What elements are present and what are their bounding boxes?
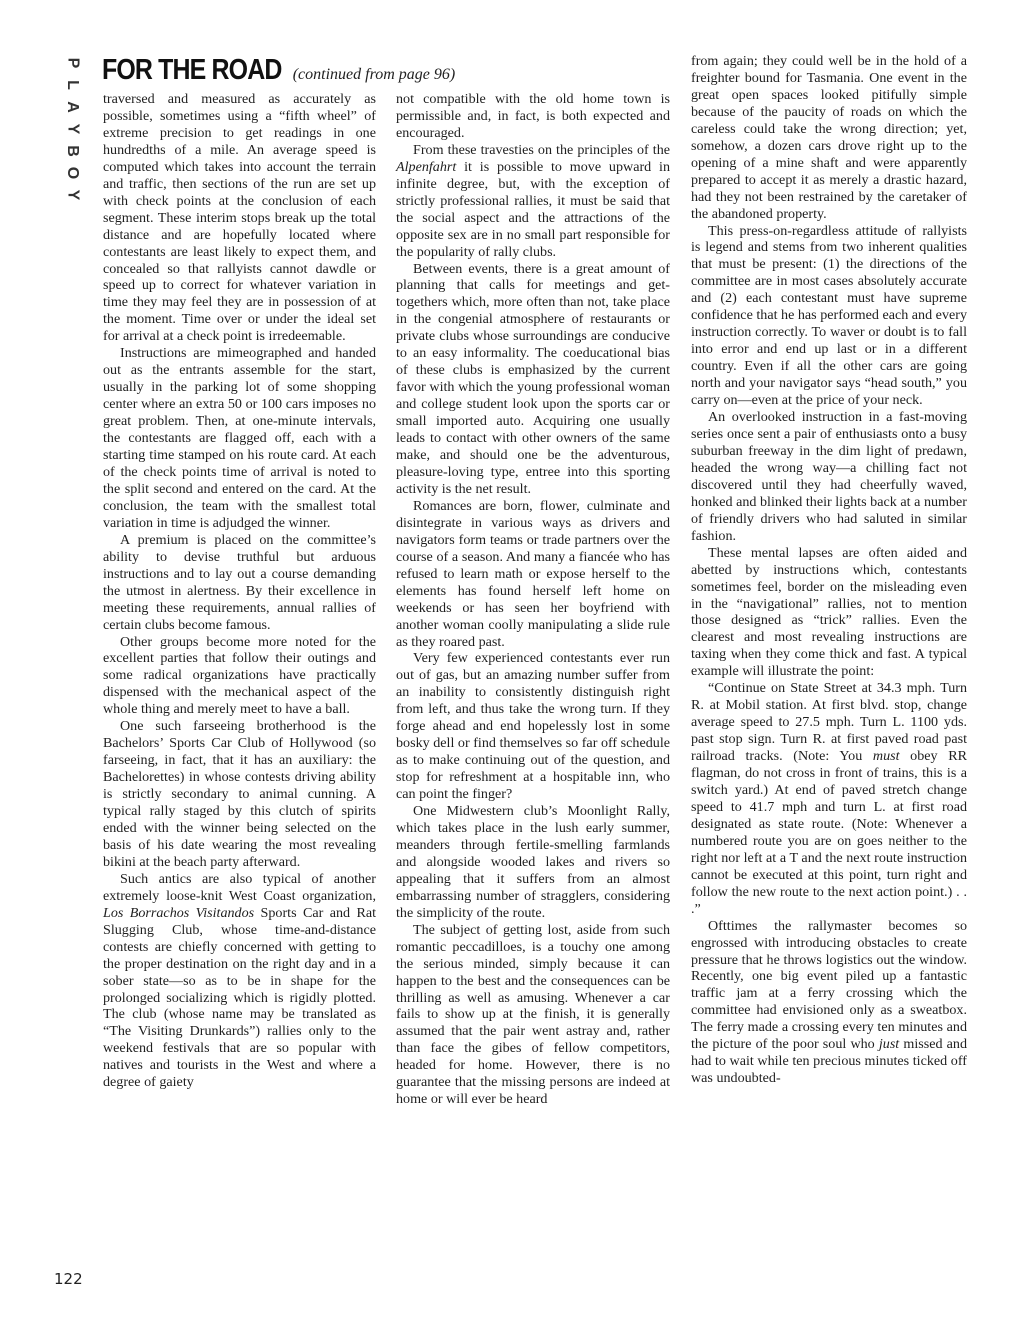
magazine-letter: P	[63, 57, 81, 69]
text-run: Very few experienced contestants ever run out of gas, but an amazing number suffer from an inability to consistently distinguish right from left, and thus take the wrong turn. If they forge ahead and end hopelessly lost in some bosky dell or find themselves so far off schedule as to make continuing out of the question, and stop for refreshment at a hospitable inn, who can point the finger?	[396, 650, 670, 803]
text-run: Romances are born, flower, culminate and disintegrate in various ways as drivers and navigators form teams or trade partners over the course of a season. And many a fiancée who has refused to learn math or expose herself to the elements has found herself left home on weekends or has seen her boyfriend with another woman coolly manipulating a slide rule as they roared past.	[396, 497, 670, 650]
text-column-2	[396, 91, 670, 1108]
text-run: Ofttimes the rallymaster becomes so engrossed with introducing obstacles to create pressure that he throws logistics out the window. Recently, one big event piled up a fantastic traffic jam at a ferry crossing which the committee had envisioned only as a sweatbox. The ferry made a crossing every ten minutes and the picture of the poor soul who	[691, 917, 967, 1053]
magazine-letter: B	[64, 145, 81, 157]
text-run: Between events, there is a great amount of planning that calls for meetings and get-togethers which, more often than not, take place in the congenial atmosphere of restaurants or private clubs whose surroundings are conducive to an easy informality. The coeducational bias of these clubs is emphasized by the current favor with which the young professional woman and college student look upon the sports car or small imported auto. Acquiring one usually leads to contact with other owners of the same make, and should one be the adventurous, pleasure-loving type, entree into this sporting activity is the net result.	[396, 260, 670, 497]
text-run: missed and had to wait while ten precious minutes ticked off was undoubted-	[691, 1036, 968, 1087]
text-column-3	[691, 53, 967, 1087]
magazine-letter: Y	[63, 189, 81, 201]
italic-text: just	[878, 1036, 900, 1053]
magazine-vertical-name	[60, 52, 84, 206]
continued-note: (continued from page 96)	[292, 66, 456, 83]
text-run: “Continue on State Street at 34.3 mph. Turn R. at Mobil station. At first blvd. stop, change average speed to 27.5 mph. Turn L. 1100 yds. past stop sign. Turn R. at first paved road past railroad tracks. (Note: You	[691, 680, 967, 765]
italic-text: Los Borrachos Visitandos	[103, 904, 255, 921]
paragraph	[691, 918, 967, 1088]
article-header	[102, 54, 455, 90]
paragraph	[103, 91, 376, 345]
paragraph	[691, 53, 967, 223]
text-run: Other groups become more noted for the excellent parties that follow their outings and some radical organizations have practically dispensed with the mechanical aspect of the whole thing and merely meet to have a ball.	[103, 633, 376, 718]
text-run: traversed and measured as accurately as possible, sometimes using a “fifth wheel” of extreme precision to get readings in one hundredths of a mile. An average speed is computed which takes into account the terrain and traffic, then sections of the run are set up with check points at the conclusion of each segment. These interim stops break up the total distance and are hopefully located where contestants are least likely to expect them, and concealed so that rallyists cannot dawdle or speed up to correct for whatever variation in time they may feel they are in possession of at the moment. Time over or under the ideal set for arrival at a check point is irredeemable.	[103, 91, 376, 345]
paragraph	[691, 680, 967, 917]
magazine-letter: L	[64, 80, 81, 90]
paragraph	[396, 142, 670, 261]
paragraph	[396, 261, 670, 498]
text-run: Such antics are also typical of another extremely loose-knit West Coast organization,	[103, 870, 376, 904]
text-run: Instructions are mimeographed and handed out as the entrants assemble for the start, usually in the parking lot of some shopping center where an extra 50 or 100 cars imposes no great problem. Then, at one-minute intervals, the contestants are flagged off, each with a starting time stamped on his route card. At each of the check points time of arrival is noted to the split second and entered on the card. At the conclusion, the team with the smallest total variation in time is adjudged the winner.	[103, 345, 376, 531]
paragraph	[691, 223, 967, 409]
text-run: An overlooked instruction in a fast-moving series once sent a pair of enthusiasts onto a busy suburban freeway in the dim light of predawn, headed the wrong way—a chilling fact not discovered until they had cheerfully waved, honked and blinked their lights back at a number of friendly drivers who had saluted in similar fashion.	[691, 409, 967, 544]
paragraph	[691, 409, 967, 545]
paragraph	[396, 498, 670, 651]
text-run: from again; they could well be in the hold of a freighter bound for Tasmania. One event in the great open spaces looked pitifully simple because of the paucity of roads on which the careless could take the wrong direction; yet, somehow, a dozen cars drove right up to the opening of a mine shaft and were apparently prepared to accept it as merely a drastic hazard, had they not been restrained by the caretaker of the abandoned property.	[691, 53, 967, 222]
article-title: FOR THE ROAD	[102, 54, 282, 86]
text-run: One Midwestern club’s Moonlight Rally, which takes place in the lush early summer, meanders through fertile-smelling farmlands and alongside wooded lakes and rivers so appealing that it suffers from an almost embarrassing number of stragglers, considering the simplicity of the route.	[396, 803, 670, 921]
text-run: The subject of getting lost, aside from such romantic peccadilloes, is a touchy one among the serious minded, simply because it can happen to the best and the consequences can be thrilling as well as amusing. Whenever a car fails to show up at the finish, it is generally assumed that the pair went astray and, rather than face the gibes of fellow competitors, headed for home. However, there is no guarantee that the missing persons are indeed at home or will ever be heard	[396, 921, 670, 1108]
paragraph	[103, 634, 376, 719]
text-run: not compatible with the old home town is permissible and, in fact, is both expected and encouraged.	[396, 91, 670, 141]
text-run: it is possible to move upward in infinite degree, but, with the exception of strictly professional rallies, it must be said that the social aspect and the attractions of the opposite sex are in no small part responsible for the popularity of rally clubs.	[396, 158, 670, 260]
magazine-letter: A	[64, 101, 81, 113]
paragraph	[103, 532, 376, 634]
text-run: These mental lapses are often aided and abetted by instructions which, contestants sometimes feel, border on the misleading even in the “navigational” rallies, not to mention those designed as “trick” rallies. Even the clearest and most revealing instructions are taxing when they come thick and fast. A typical example will illustrate the point:	[691, 544, 967, 680]
magazine-letter: Y	[63, 123, 81, 135]
text-run: This press-on-regardless attitude of rallyists is legend and stems from two inherent qualities that must be present: (1) the directions of the committee are in most cases absolutely accurate and (2) each contestant must have supreme confidence that he has performed each and every instruction correctly. To waver or doubt is to fall into error and end up last or in a different country. Even if all the other cars are going north and your navigator says “head south,” you carry on—even at the price of your neck.	[691, 222, 967, 409]
text-run: A premium is placed on the committee’s ability to devise truthful but arduous instructions and to lay out a course demanding the utmost in alertness. By their excellence in meeting these requirements, annual rallies of certain clubs become famous.	[103, 531, 376, 633]
paragraph	[396, 650, 670, 803]
text-run: From these travesties on the principles of the	[413, 141, 670, 158]
magazine-letter: O	[63, 166, 81, 180]
paragraph	[396, 803, 670, 922]
paragraph	[396, 91, 670, 142]
paragraph	[691, 545, 967, 681]
text-run: obey RR flagman, do not cross in front of trains, this is a switch yard.) At end of paved stretch change speed to 41.7 mph and turn L. at first road designated as state route. (Note: Whenever a numbered route you are on goes neither to the right nor left at a T and the next route instruction cannot be executed at this point, turn right and follow the new route to the next action point.) . . .”	[691, 748, 967, 917]
paragraph	[103, 345, 376, 531]
paragraph	[396, 922, 670, 1108]
text-run: One such farseeing brotherhood is the Bachelors’ Sports Car Club of Hollywood (so farseeing, in fact, that it has an auxiliary: the Bachelorettes) in whose contests driving ability is strictly secondary to animal cunning. A typical rally staged by this clutch of spirits ended with the winner being selected on the basis of his date wearing the most revealing bikini at the beach party afterward.	[103, 718, 376, 870]
paragraph	[103, 871, 376, 1091]
text-column-1	[103, 91, 376, 1091]
italic-text: must	[872, 748, 900, 765]
italic-text: Alpenfahrt	[396, 158, 457, 175]
paragraph	[103, 718, 376, 871]
page-number: 122	[54, 1270, 83, 1288]
text-run: Sports Car and Rat Slugging Club, whose time-and-distance contests are chiefly concerned with getting to the proper destination on the right day and in a sober state—so as to be in shape for the prolonged socializing which is rigidly plotted. The club (whose name may be translated as “The Visiting Drunkards”) rallies only to the weekend festivals that are so popular with natives and tourists in the West and where a degree of gaiety	[103, 904, 377, 1091]
